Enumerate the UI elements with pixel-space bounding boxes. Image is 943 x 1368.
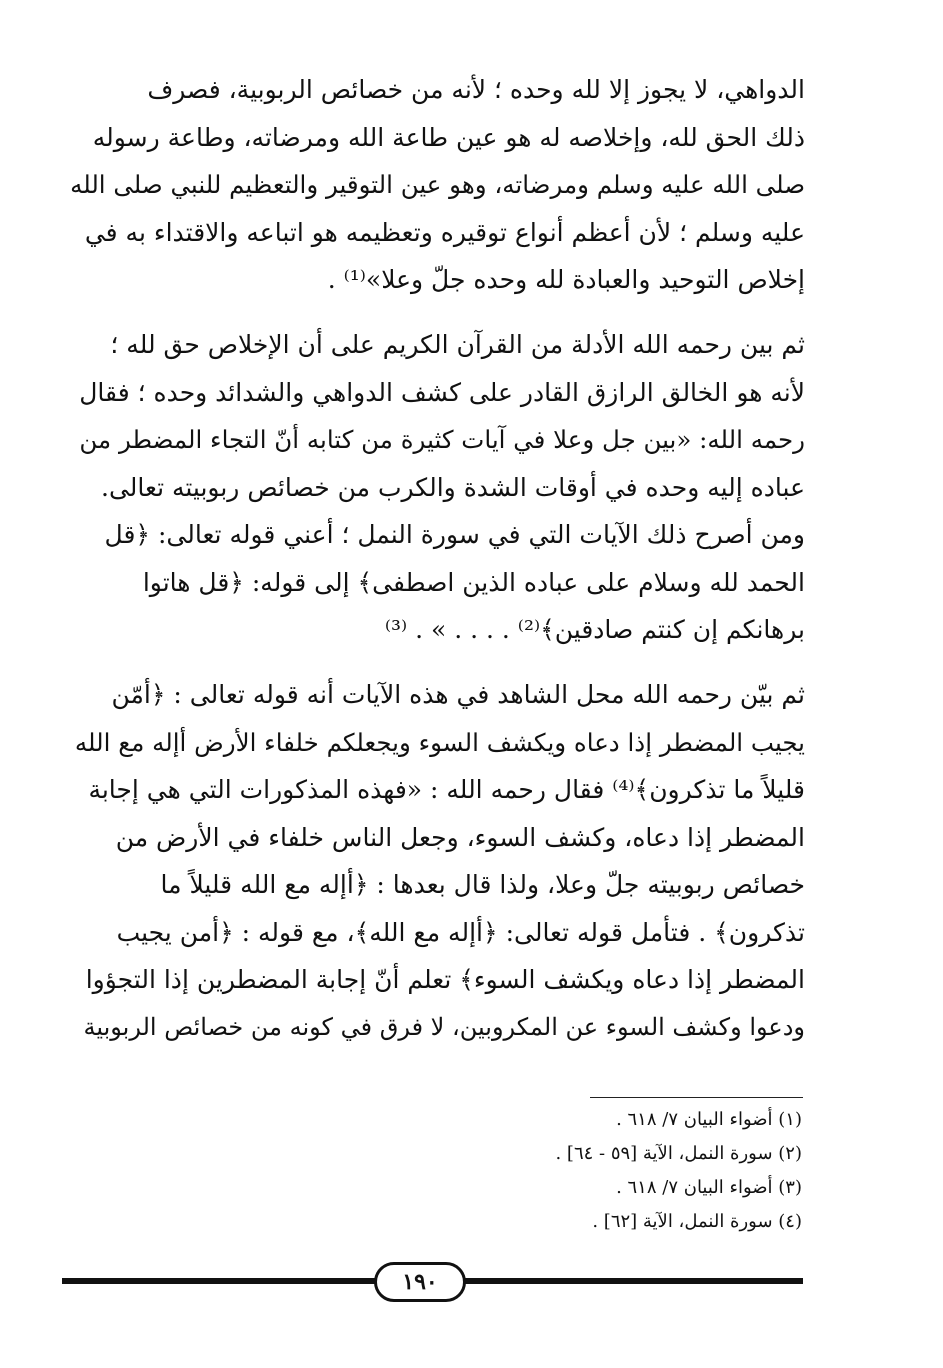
text-line: يجيب المضطر إذا دعاه ويكشف السوء ويجعلكم خلفاء الأرض أإله مع الله — [74, 727, 805, 757]
paragraph-2 — [70, 321, 805, 654]
text-line: برهانكم إن كنتم صادقين﴾⁽²⁾ . . . . » . ⁽³⁾ — [384, 615, 805, 644]
text-line: ومن أصرح ذلك الآيات التي في سورة النمل ؛ أعني قوله تعالى: ﴿قل — [104, 520, 805, 549]
text-line: صلى الله عليه وسلم ومرضاته، وهو عين التوقير والتعظيم للنبي صلى الله — [70, 170, 805, 199]
text-line: لأنه هو الخالق الرازق القادر على كشف الدواهي والشدائد وحده ؛ فقال — [79, 377, 805, 407]
paragraph-1 — [70, 66, 805, 304]
text-line: ثم بين رحمه الله الأدلة من القرآن الكريم على أن الإخلاص حق لله ؛ — [110, 330, 805, 359]
text-line: عليه وسلم ؛ لأن أعظم أنواع توقيره وتعظيمه هو اتباعه والاقتداء به في — [84, 217, 805, 247]
paragraph-3 — [70, 671, 805, 1051]
text-line: تذكرون﴾ . فتأمل قوله تعالى: ﴿أإله مع الله﴾، مع قوله : ﴿أمن يجيب — [116, 917, 805, 947]
bottom-rule-right — [458, 1278, 803, 1284]
text-line: المضطر إذا دعاه ويكشف السوء﴾ تعلم أنّ إجابة المضطرين إذا التجؤوا — [85, 965, 805, 994]
footnotes — [300, 1103, 802, 1239]
text-line: ودعوا وكشف السوء عن المكروبين، لا فرق في كونه من خصائص الربوبية — [83, 1012, 805, 1041]
text-line: رحمه الله: «بين جل وعلا في آيات كثيرة من كتابه أنّ التجاء المضطر من — [79, 425, 805, 454]
footnote-4: (٤) سورة النمل، الآية [٦٢] . — [592, 1211, 802, 1232]
page-number: ١٩٠ — [374, 1262, 466, 1302]
text-line: خصائص ربوبيته جلّ وعلا، ولذا قال بعدها : ﴿أإله مع الله قليلاً ما — [160, 870, 805, 899]
text-line: ذلك الحق لله، وإخلاصه له هو عين طاعة الله ومرضاته، وطاعة رسوله — [92, 122, 805, 152]
footnote-3: (٣) أضواء البيان ٧/ ٦١٨ . — [616, 1177, 802, 1198]
text-line: المضطر إذا دعاه، وكشف السوء، وجعل الناس خلفاء في الأرض من — [115, 822, 805, 852]
text-line: قليلاً ما تذكرون﴾⁽⁴⁾ فقال رحمه الله : «فهذه المذكورات التي هي إجابة — [88, 775, 805, 804]
text-line: الحمد لله وسلام على عباده الذين اصطفى﴾ إلى قوله: ﴿قل هاتوا — [142, 567, 805, 597]
text-line: إخلاص التوحيد والعبادة لله وحده جلّ وعلا»⁽¹⁾ . — [327, 265, 805, 294]
footnote-divider — [590, 1097, 803, 1098]
footnote-1: (١) أضواء البيان ٧/ ٦١٨ . — [616, 1109, 802, 1130]
text-line: عباده إليه وحده في أوقات الشدة والكرب من خصائص ربوبيته تعالى. — [101, 472, 805, 502]
bottom-rule-left — [62, 1278, 382, 1284]
text-line: الدواهي، لا يجوز إلا لله وحده ؛ لأنه من خصائص الربوبية، فصرف — [147, 75, 805, 104]
text-line: ثم بيّن رحمه الله محل الشاهد في هذه الآيات أنه قوله تعالى : ﴿أمّن — [111, 680, 805, 709]
footnote-2: (٢) سورة النمل، الآية [٥٩ - ٦٤] . — [555, 1143, 802, 1164]
